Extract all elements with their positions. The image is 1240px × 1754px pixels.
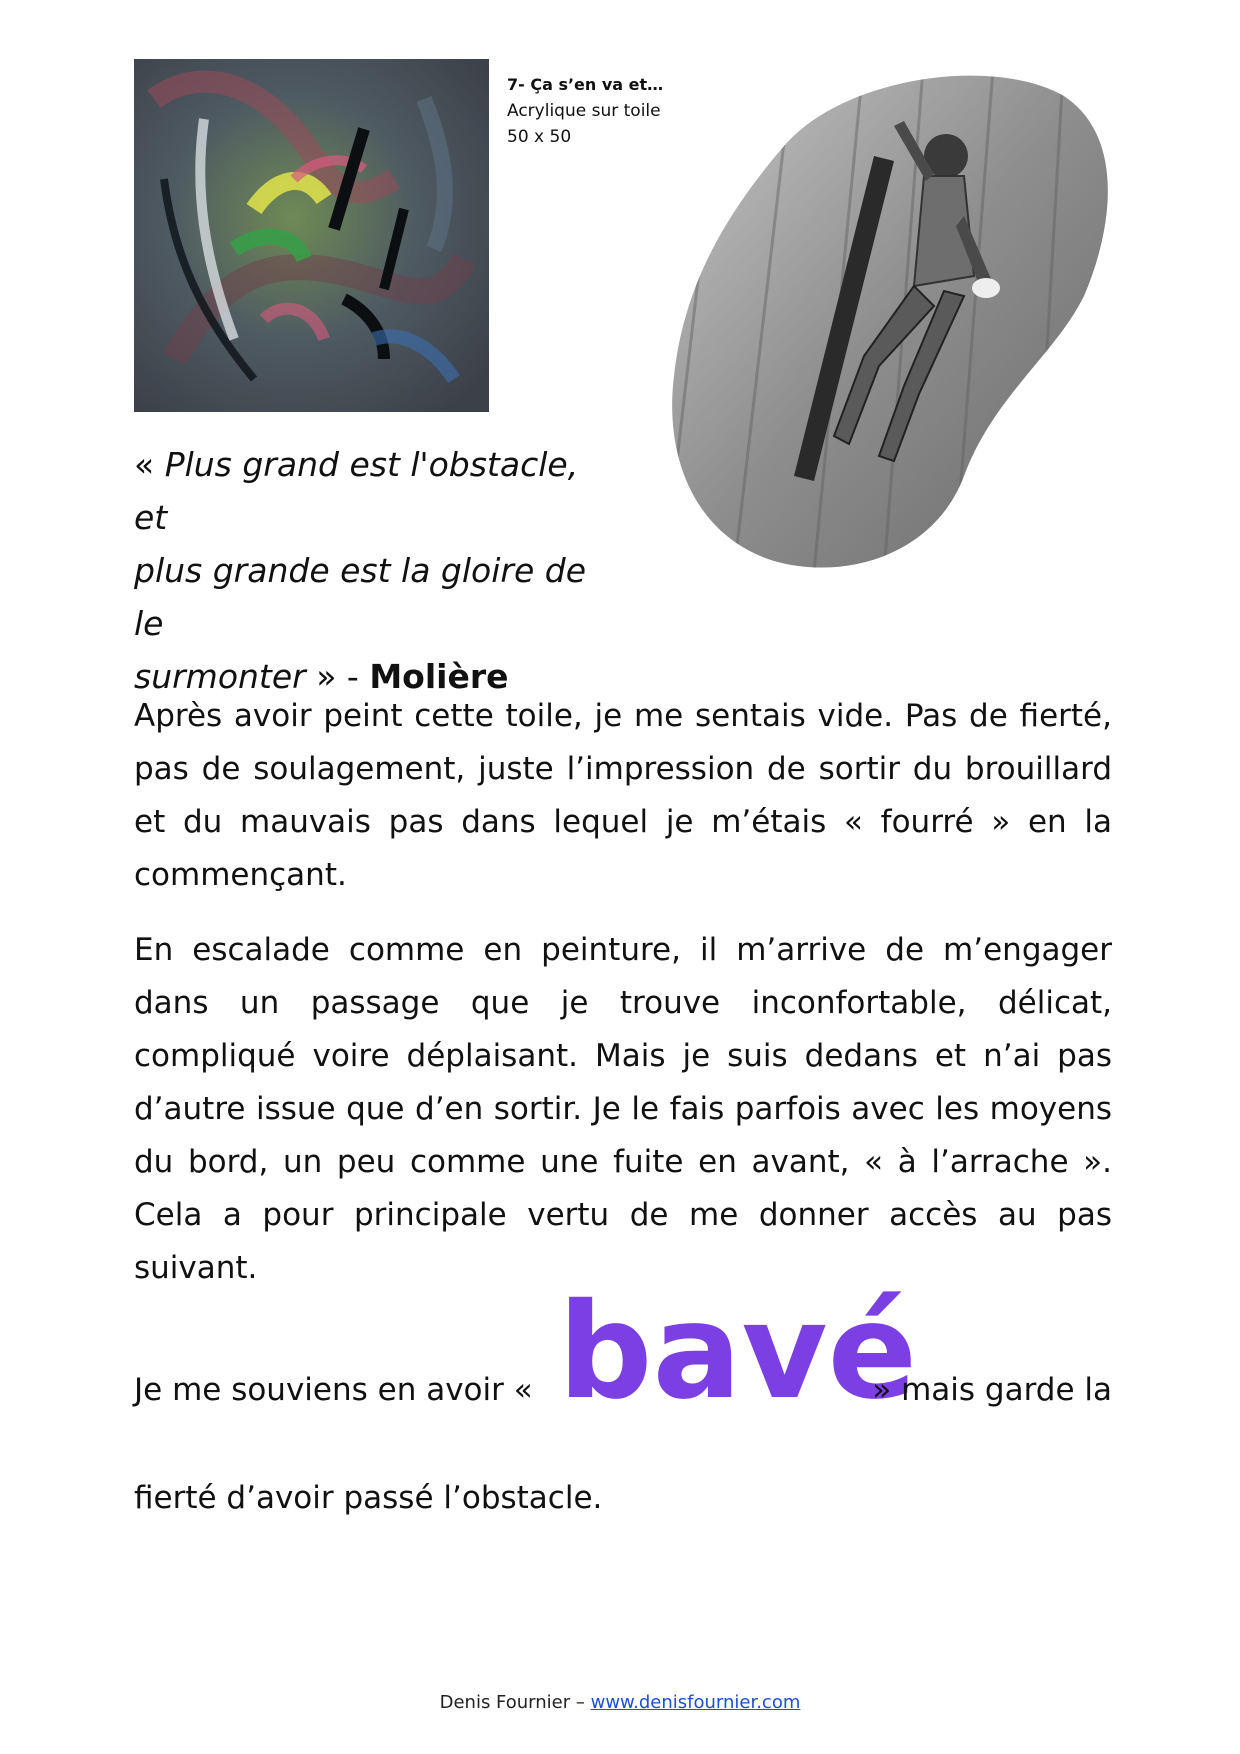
quote-block — [134, 438, 604, 703]
painting-image — [134, 59, 489, 412]
quote-open: « — [134, 445, 165, 484]
footer — [0, 1692, 1240, 1713]
closing-before: Je me souviens en avoir « — [134, 1372, 533, 1408]
artwork-title: 7- Ça s’en va et… — [507, 75, 664, 94]
highlight-word: bavé — [558, 1275, 918, 1429]
quote-line-3: surmonter — [134, 657, 306, 696]
quote-line-2: plus grande est la gloire de le — [134, 551, 586, 643]
artwork-size: 50 x 50 — [507, 127, 572, 147]
paragraph-1: Après avoir peint cette toile, je me sentais vide. Pas de fierté, pas de soulagement, juste l’impression de sortir du brouillard et du mauvais pas dans lequel je m’étais « fourré » en la commençant. — [134, 698, 1112, 893]
artwork-medium: Acrylique sur toile — [507, 101, 661, 121]
closing-last-line: fierté d’avoir passé l’obstacle. — [134, 1480, 603, 1516]
quote-line-1: Plus grand est l'obstacle, et — [134, 445, 579, 537]
artwork-caption — [507, 72, 663, 150]
footer-website-link[interactable]: www.denisfournier.com — [590, 1692, 801, 1713]
closing-after: » mais garde la — [872, 1372, 1112, 1408]
quote-author: Molière — [369, 657, 509, 696]
climber-photo — [664, 56, 1116, 572]
paragraph-2: En escalade comme en peinture, il m’arrive de m’engager dans un passage que je trouve inconfortable, délicat, compliqué voire déplaisant. Mais je suis dedans et n’ai pas d’autre issue que d’en sortir. Je le fais parfois avec les moyens du bord, un peu comme une fuite en avant, « à l’arrache ». Cela a pour principale vertu de me donner accès au pas suivant. — [134, 932, 1112, 1286]
quote-close: » - — [305, 657, 370, 696]
footer-author: Denis Fournier – — [439, 1692, 591, 1713]
closing-line — [134, 1275, 1112, 1440]
